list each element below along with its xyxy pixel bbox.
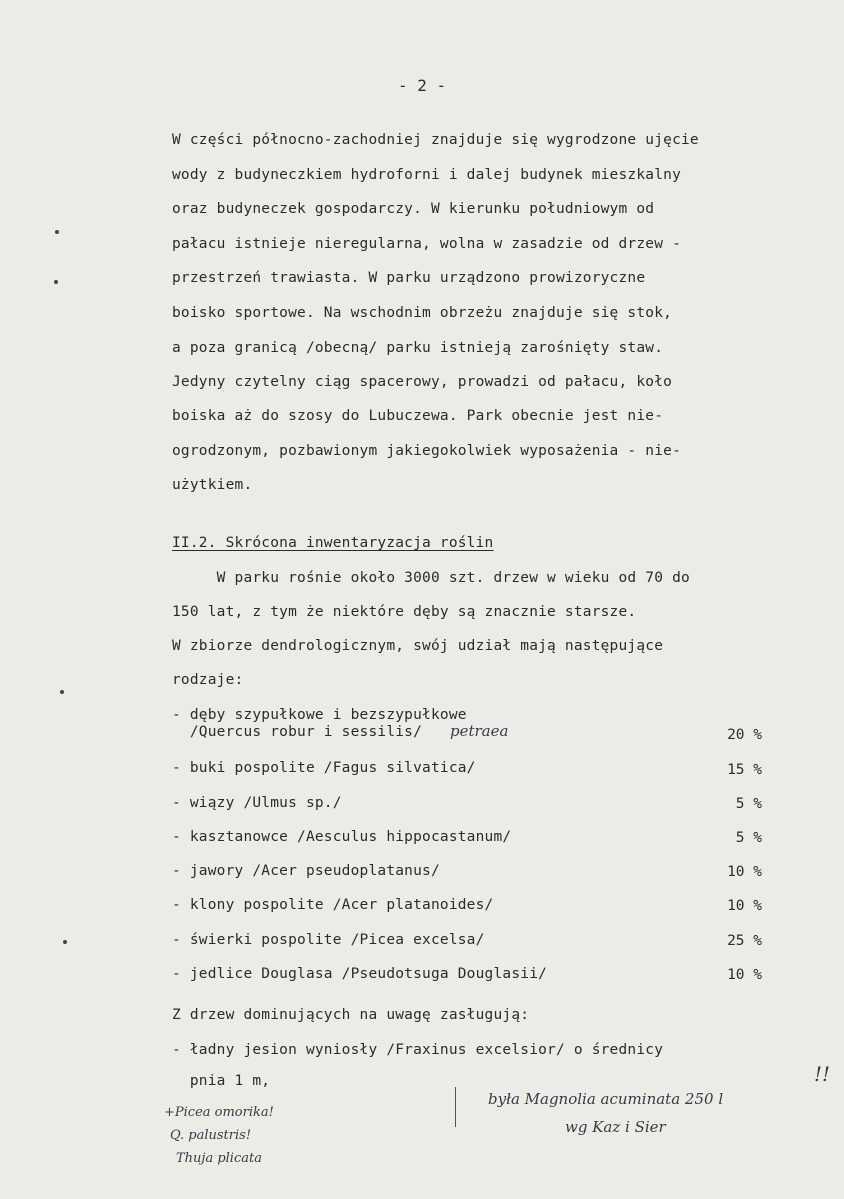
margin-dot (54, 280, 58, 284)
dominant-intro: Z drzew dominujących na uwagę zasługują: (172, 1007, 530, 1023)
species-percent: 5 % (735, 830, 762, 846)
species-percent: 15 % (727, 762, 762, 778)
species-item: - wiązy /Ulmus sp./ (172, 795, 342, 811)
species-item: - jedlice Douglasa /Pseudotsuga Douglasii/ (172, 966, 548, 982)
handwritten-note: Thuja plicata (176, 1151, 262, 1166)
handwritten-note: była Magnolia acuminata 250 l (488, 1090, 724, 1108)
species-item: - kasztanowce /Aesculus hippocastanum/ (172, 829, 512, 845)
text-line: boisko sportowe. Na wschodnim obrzeżu znajduje się stok, (172, 305, 673, 321)
margin-dot (63, 940, 67, 944)
species-percent: 10 % (727, 864, 762, 880)
species-item: - jawory /Acer pseudoplatanus/ (172, 863, 440, 879)
text-line: przestrzeń trawiasta. W parku urządzono prowizoryczne (172, 270, 646, 286)
handwritten-marks: !! (814, 1062, 831, 1086)
text-line: W części północno-zachodniej znajduje się wygrodzone ujęcie (172, 132, 699, 148)
handwritten-note-petraea: petraea (450, 722, 509, 740)
text-line: a poza granicą /obecną/ parku istnieją zarośnięty staw. (172, 340, 664, 356)
species-item: - klony pospolite /Acer platanoides/ (172, 897, 494, 913)
species-item: - świerki pospolite /Picea excelsa/ (172, 932, 485, 948)
species-percent: 10 % (727, 967, 762, 983)
species-percent: 10 % (727, 898, 762, 914)
text-line: rodzaje: (172, 672, 244, 688)
text-line: użytkiem. (172, 477, 253, 493)
text-line: W zbiorze dendrologicznym, swój udział mają następujące (172, 638, 664, 654)
section-heading: II.2. Skrócona inwentaryzacja roślin (172, 535, 494, 551)
dominant-item: - ładny jesion wyniosły /Fraxinus excelsior/ o średnicy (172, 1042, 664, 1058)
species-item: - buki pospolite /Fagus silvatica/ (172, 760, 476, 776)
text-line: ogrodzonym, pozbawionym jakiegokolwiek wyposażenia - nie- (172, 443, 681, 459)
handwritten-note: wg Kaz i Sier (565, 1118, 666, 1136)
species-item-latin: /Quercus robur i sessilis/ (172, 724, 423, 740)
margin-dot (55, 230, 59, 234)
species-item: - dęby szypułkowe i bezszypułkowe (172, 707, 467, 723)
text-line: boiska aż do szosy do Lubuczewa. Park obecnie jest nie- (172, 408, 664, 424)
text-line: 150 lat, z tym że niektóre dęby są znacznie starsze. (172, 604, 637, 620)
text-line: Jedyny czytelny ciąg spacerowy, prowadzi od pałacu, koło (172, 374, 673, 390)
handwritten-divider (455, 1087, 456, 1127)
dominant-item-cont: pnia 1 m, (172, 1073, 271, 1089)
page-number: - 2 - (398, 76, 447, 95)
text-line: wody z budyneczkiem hydroforni i dalej budynek mieszkalny (172, 167, 681, 183)
text-line: W parku rośnie około 3000 szt. drzew w wieku od 70 do (172, 570, 690, 586)
species-percent: 25 % (727, 933, 762, 949)
margin-dot (60, 690, 64, 694)
handwritten-note: +Picea omorika! (164, 1105, 274, 1120)
species-percent: 5 % (735, 796, 762, 812)
species-percent: 20 % (727, 727, 762, 743)
handwritten-note: Q. palustris! (170, 1128, 252, 1143)
text-line: oraz budyneczek gospodarczy. W kierunku południowym od (172, 201, 655, 217)
text-line: pałacu istnieje nieregularna, wolna w zasadzie od drzew - (172, 236, 681, 252)
